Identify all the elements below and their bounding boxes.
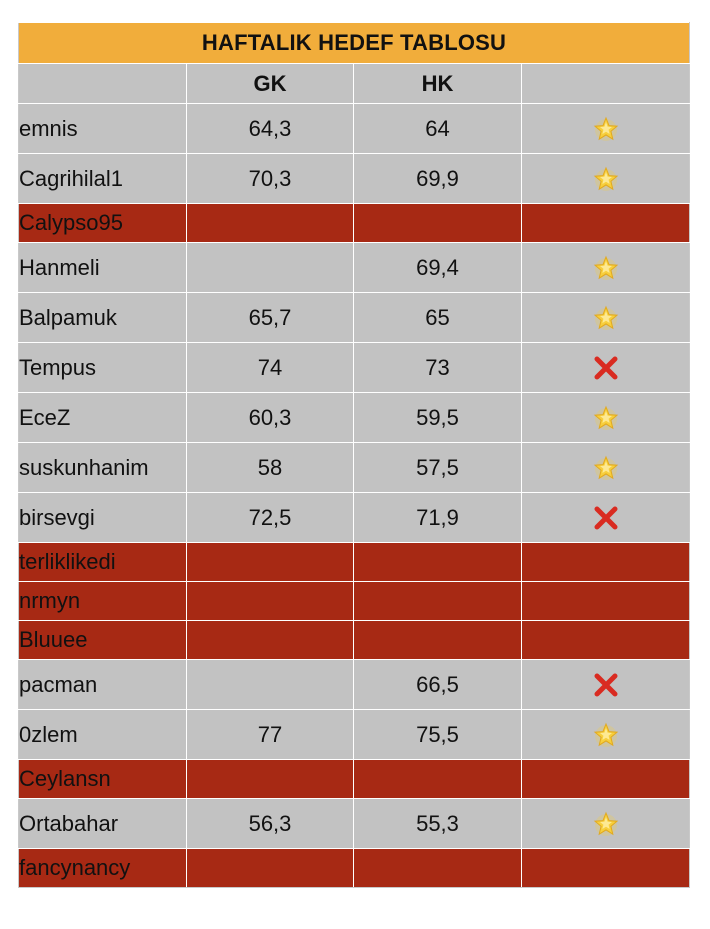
status-cell	[522, 621, 690, 660]
member-name: Calypso95	[19, 204, 187, 243]
hk-value: 69,4	[354, 243, 522, 293]
status-cell	[522, 204, 690, 243]
table-title: HAFTALIK HEDEF TABLOSU	[19, 23, 690, 64]
member-name: terliklikedi	[19, 543, 187, 582]
hk-value: 59,5	[354, 393, 522, 443]
member-name: Balpamuk	[19, 293, 187, 343]
hk-value: 55,3	[354, 799, 522, 849]
table-row	[19, 621, 690, 660]
header-status	[522, 64, 690, 104]
hk-value: 71,9	[354, 493, 522, 543]
table-row	[19, 443, 690, 493]
gk-value	[187, 243, 354, 293]
status-cell	[522, 104, 690, 154]
status-cell	[522, 293, 690, 343]
cross-icon	[592, 671, 620, 699]
cross-icon	[592, 354, 620, 382]
hk-value: 66,5	[354, 660, 522, 710]
member-name: 0zlem	[19, 710, 187, 760]
gk-value: 77	[187, 710, 354, 760]
table-row	[19, 104, 690, 154]
table-row	[19, 582, 690, 621]
gk-value: 74	[187, 343, 354, 393]
header-hk: HK	[354, 64, 522, 104]
header-gk: GK	[187, 64, 354, 104]
table-row	[19, 393, 690, 443]
table-header-row	[19, 64, 690, 104]
hk-value	[354, 760, 522, 799]
status-cell	[522, 154, 690, 204]
star-icon	[592, 404, 620, 432]
hk-value	[354, 582, 522, 621]
member-name: Tempus	[19, 343, 187, 393]
table-row	[19, 293, 690, 343]
table-row	[19, 343, 690, 393]
status-cell	[522, 582, 690, 621]
member-name: fancynancy	[19, 849, 187, 888]
gk-value: 65,7	[187, 293, 354, 343]
member-name: nrmyn	[19, 582, 187, 621]
member-name: pacman	[19, 660, 187, 710]
member-name: EceZ	[19, 393, 187, 443]
hk-value: 73	[354, 343, 522, 393]
gk-value: 58	[187, 443, 354, 493]
member-name: Ortabahar	[19, 799, 187, 849]
table-row	[19, 799, 690, 849]
star-icon	[592, 254, 620, 282]
gk-value: 72,5	[187, 493, 354, 543]
gk-value	[187, 849, 354, 888]
hk-value	[354, 849, 522, 888]
star-icon	[592, 810, 620, 838]
gk-value	[187, 660, 354, 710]
member-name: birsevgi	[19, 493, 187, 543]
table-row	[19, 493, 690, 543]
table-title-row	[19, 23, 690, 64]
status-cell	[522, 393, 690, 443]
cross-icon	[592, 504, 620, 532]
star-icon	[592, 454, 620, 482]
hk-value: 64	[354, 104, 522, 154]
hk-value	[354, 543, 522, 582]
hk-value: 69,9	[354, 154, 522, 204]
hk-value	[354, 621, 522, 660]
weekly-goal-table	[18, 22, 690, 888]
hk-value: 75,5	[354, 710, 522, 760]
star-icon	[592, 165, 620, 193]
gk-value	[187, 621, 354, 660]
hk-value: 65	[354, 293, 522, 343]
gk-value	[187, 760, 354, 799]
table-row	[19, 154, 690, 204]
member-name: suskunhanim	[19, 443, 187, 493]
gk-value: 60,3	[187, 393, 354, 443]
gk-value: 70,3	[187, 154, 354, 204]
hk-value	[354, 204, 522, 243]
table-row	[19, 710, 690, 760]
status-cell	[522, 493, 690, 543]
member-name: Cagrihilal1	[19, 154, 187, 204]
hk-value: 57,5	[354, 443, 522, 493]
gk-value	[187, 582, 354, 621]
member-name: Ceylansn	[19, 760, 187, 799]
status-cell	[522, 849, 690, 888]
star-icon	[592, 721, 620, 749]
member-name: emnis	[19, 104, 187, 154]
member-name: Bluuee	[19, 621, 187, 660]
star-icon	[592, 115, 620, 143]
table-row	[19, 543, 690, 582]
gk-value	[187, 204, 354, 243]
status-cell	[522, 543, 690, 582]
status-cell	[522, 799, 690, 849]
table-row	[19, 243, 690, 293]
gk-value: 56,3	[187, 799, 354, 849]
table-row	[19, 760, 690, 799]
member-name: Hanmeli	[19, 243, 187, 293]
header-name	[19, 64, 187, 104]
gk-value: 64,3	[187, 104, 354, 154]
table-row	[19, 660, 690, 710]
status-cell	[522, 343, 690, 393]
table-row	[19, 849, 690, 888]
gk-value	[187, 543, 354, 582]
status-cell	[522, 443, 690, 493]
status-cell	[522, 710, 690, 760]
star-icon	[592, 304, 620, 332]
status-cell	[522, 760, 690, 799]
table-row	[19, 204, 690, 243]
status-cell	[522, 660, 690, 710]
status-cell	[522, 243, 690, 293]
